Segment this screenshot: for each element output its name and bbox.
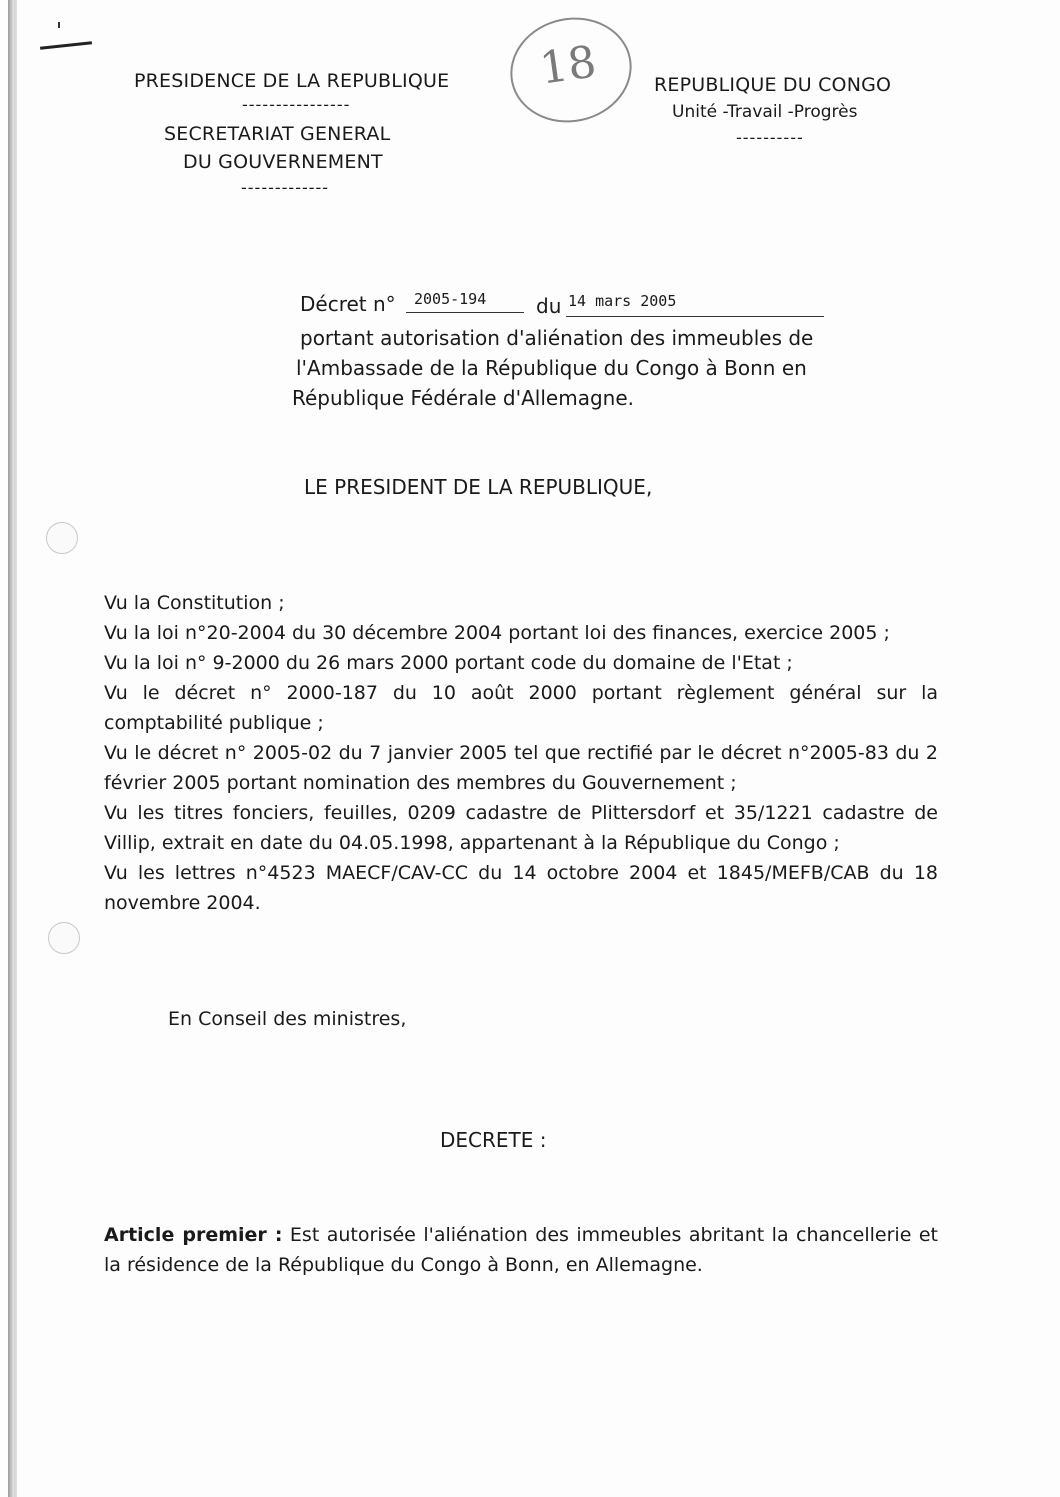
header-secretariat: SECRETARIAT GENERAL: [164, 123, 391, 145]
handwritten-number: 18: [536, 36, 600, 95]
conseil-ministres: En Conseil des ministres,: [168, 1008, 407, 1030]
vu-loi-domaine: Vu la loi n° 9-2000 du 26 mars 2000 portant code du domaine de l'Etat ;: [104, 652, 793, 674]
decret-label: Décret n°: [300, 292, 396, 316]
header-left-dashes-1: ----------------: [242, 95, 351, 114]
decret-date-underline: [566, 316, 824, 317]
pen-mark: [40, 41, 92, 49]
decrete-heading: DECRETE :: [440, 1128, 547, 1152]
header-republique-congo: REPUBLIQUE DU CONGO: [654, 74, 892, 96]
vu-decret-gouvernement: Vu le décret n° 2005-02 du 7 janvier 2005 tel que rectifié par le décret n°2005-83 du 2 février 2005 portant nomination des membres du Gouvernement ;: [104, 742, 938, 794]
punch-hole-upper: [46, 522, 78, 554]
president-heading: LE PRESIDENT DE LA REPUBLIQUE,: [304, 475, 653, 499]
article-premier-block: [104, 1220, 938, 1280]
header-left-dashes-2: -------------: [241, 178, 330, 197]
pen-mark-small: [58, 22, 60, 28]
header-motto: Unité -Travail -Progrès: [672, 102, 858, 122]
decret-number-underline: [406, 312, 524, 313]
article-premier-text: Est autorisée l'aliénation des immeubles abritant la chancellerie et la résidence de la République du Congo à Bonn, en Allemagne.: [104, 1224, 938, 1276]
title-line-1: portant autorisation d'aliénation des immeubles de: [300, 326, 814, 350]
scan-edge-line: [14, 0, 17, 1497]
header-right-dashes: ----------: [736, 128, 804, 147]
punch-hole-lower: [48, 922, 80, 954]
title-line-3: République Fédérale d'Allemagne.: [292, 386, 634, 410]
vu-lettres: Vu les lettres n°4523 MAECF/CAV-CC du 14 octobre 2004 et 1845/MEFB/CAB du 18 novembre 2004.: [104, 862, 938, 914]
title-line-2: l'Ambassade de la République du Congo à Bonn en: [296, 356, 807, 380]
article-premier-label: Article premier :: [104, 1224, 283, 1246]
vu-decret-comptabilite: Vu le décret n° 2000-187 du 10 août 2000 portant règlement général sur la comptabilité publique ;: [104, 682, 938, 734]
vu-loi-finances: Vu la loi n°20-2004 du 30 décembre 2004 portant loi des finances, exercice 2005 ;: [104, 622, 890, 644]
visas-block: [104, 588, 938, 918]
header-gouvernement: DU GOUVERNEMENT: [183, 151, 383, 173]
decret-number: 2005-194: [414, 290, 487, 308]
vu-titres-fonciers: Vu les titres fonciers, feuilles, 0209 cadastre de Plittersdorf et 35/1221 cadastre de Villip, extrait en date du 04.05.1998, appartenant à la République du Congo ;: [104, 802, 938, 854]
du-label: du: [536, 294, 562, 318]
vu-constitution: Vu la Constitution ;: [104, 592, 285, 614]
header-presidence: PRESIDENCE DE LA REPUBLIQUE: [134, 70, 450, 92]
decret-date: 14 mars 2005: [568, 292, 677, 310]
